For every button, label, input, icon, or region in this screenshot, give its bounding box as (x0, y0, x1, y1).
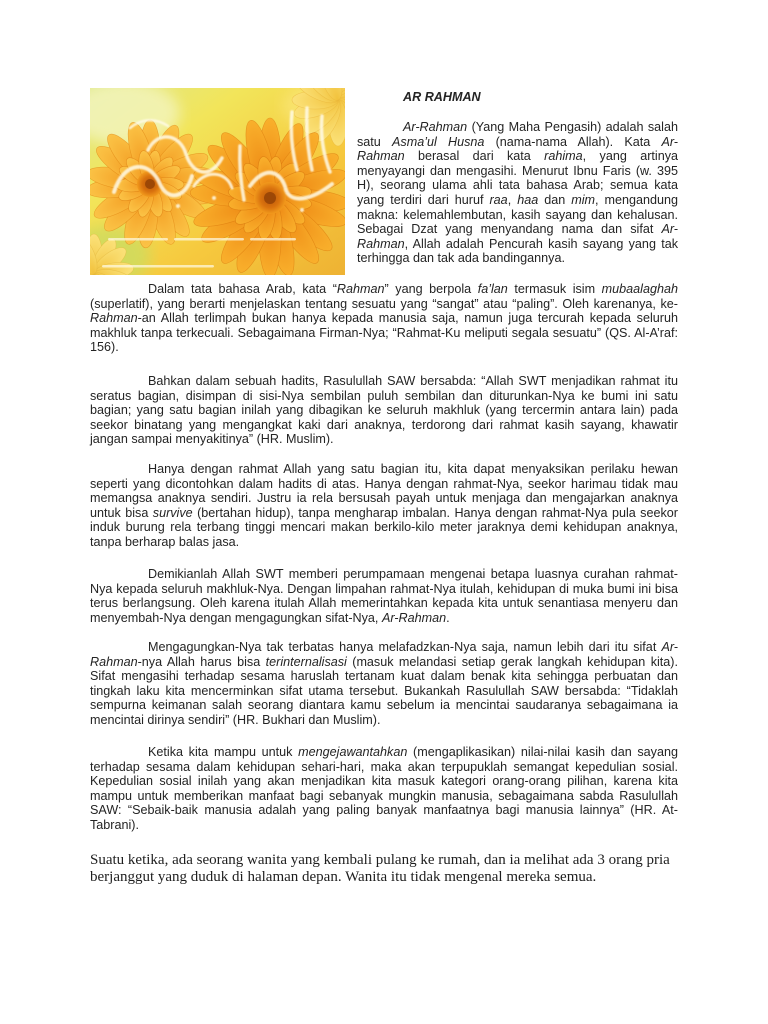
italic-text-run: Rahman (336, 282, 385, 296)
italic-text-run: mubaalaghah (601, 282, 678, 296)
text-run: Bahkan dalam sebuah hadits, Rasulullah SAW bersabda: “Allah SWT menjadikan rahmat itu seratus bagian, disimpan di sisi-Nya sembilan puluh sembilan dan diturunkan-Nya ke bumi ini satu bagian; yang satu bagian inilah yang dibagikan ke seluruh makhluk (yang tercermin antara lain) pada seekor binatang yang mengangkat kaki dari anaknya, terdorong dari rahmat kasih sayang, khawatir jangan sampai menyakitinya” (HR. Muslim). (90, 374, 678, 447)
intro-paragraph (357, 120, 678, 266)
italic-text-run: terinternalisasi (265, 654, 347, 669)
italic-text-run: survive (152, 505, 193, 520)
text-run: (superlatif), yang berarti menjelaskan tentang sesuatu yang “sangat” atau “paling”. Oleh karenanya, ke- (90, 296, 678, 311)
italic-text-run: rahima (544, 149, 583, 164)
body-paragraph (90, 745, 678, 833)
text-run: Hanya dengan rahmat Allah yang satu bagian itu, kita dapat menyaksikan perilaku hewan seperti yang dicontohkan dalam hadits di atas. Hanya dengan rahmat-Nya, seekor harimau tidak mau memangsa anaknya sendiri. Justru ia rela bersusah payah untuk menjaga dan mengajarkan anaknya untuk bisa (90, 462, 678, 520)
italic-text-run: Ar-Rahman (357, 134, 678, 164)
italic-text-run: Ar-Rahman (403, 120, 468, 134)
text-run: berasal dari kata (404, 149, 545, 164)
text-run: (mengaplikasikan) nilai-nilai kasih dan sayang terhadap sesama dalam kehidupan sehari-hari, maka akan terpupuklah semangat kepedulian sosial. Kepedulian sosial inilah yang akan menjadikan kita masuk kategori orang-orang pilihan, karena kita mampu untuk memberikan manfaat bagi sebanyak mungkin manusia, sebagaimana sabda Rasulullah SAW: “Sebaik-baik manusia adalah yang paling banyak manfaatnya bagi manusia lainnya” (HR. At-Tabrani). (90, 745, 678, 832)
text-run: (nama-nama Allah). Kata (484, 134, 662, 149)
italic-text-run: haa (517, 192, 539, 207)
caption-mark (250, 238, 296, 241)
italic-text-run: Ar-Rahman (357, 222, 678, 251)
text-run: Ketika kita mampu untuk (148, 745, 299, 759)
text-run: . (446, 610, 450, 625)
italic-text-run: raa (489, 192, 508, 207)
italic-text-run: Rahman (90, 311, 138, 326)
body-paragraph (90, 282, 678, 355)
flower-calligraphy-image (90, 88, 345, 275)
italic-text-run: mim (571, 192, 595, 207)
text-run: , Allah adalah Pencurah kasih sayang yang tak terhingga dan tak ada bandingannya. (357, 236, 678, 266)
italic-text-run: Ar-Rahman (90, 640, 678, 669)
body-paragraph (90, 462, 678, 550)
calligraphy-dot (212, 196, 216, 200)
text-run: , mengandung makna: kelemahlembutan, kasih sayang dan kehalusan. Sebagai Dzat yang menyandang nama dan sifat (357, 192, 679, 237)
text-run: (bertahan hidup), tanpa mengharap imbalan. Hanya dengan rahmat-Nya pula seekor induk burung rela terbang tinggi mencari makan berkilo-kilo meter jaraknya demi kehidupan anaknya, tanpa berharap balas jasa. (90, 505, 678, 549)
text-run: , (507, 192, 518, 207)
text-run: -an Allah terlimpah bukan hanya kepada manusia saja, namun juga tercurah kepada seluruh makhluk tanpa terkecuali. Sebagaimana Firman-Nya; “Rahmat-Ku meliputi segala sesuatu” (QS. Al-A’raf: 156). (90, 311, 678, 355)
text-run: Demikianlah Allah SWT memberi perumpamaan mengenai betapa luasnya curahan rahmat-Nya kepada seluruh makhluk-Nya. Dengan limpahan rahmat-Nya itulah, kehidupan di muka bumi ini bisa terus berlangsung. Oleh karena itulah Allah memerintahkan kepada kita untuk senantiasa menyeru dan menyembah-Nya dengan mengagungkan sifat-Nya, (90, 567, 678, 625)
italic-text-run: mengejawantahkan (298, 745, 408, 759)
text-run: dan (538, 192, 572, 207)
body-paragraph (90, 374, 678, 447)
calligraphy-dot (300, 208, 304, 212)
article-title: AR RAHMAN (403, 90, 481, 104)
right-flower-center (254, 182, 286, 214)
text-run: termasuk isim (507, 282, 602, 296)
text-run: (masuk melandasi setiap gerak langkah kehidupan kita). Sifat mengasihi terhadap sesama haruslah tertanam kuat dalam benak kita sehingga perbuatan dan tingkah laku kita mencerminkan sifat utama tersebut. Bukankah Rasulullah SAW bersabda: “Tidaklah sempurna keimanan salah seorang diantara kamu sebelum ia mencintai saudaranya sebagaimana ia mencintai dirinya sendiri” (HR. Bukhari dan Muslim). (90, 654, 678, 727)
body-paragraph (90, 640, 678, 728)
text-run: (Yang Maha Pengasih) adalah salah satu (357, 120, 678, 149)
italic-text-run: Ar-Rahman (381, 610, 447, 625)
text-run: -nya Allah harus bisa (137, 654, 266, 669)
italic-text-run: Asma’ul Husna (392, 134, 485, 149)
flower-eye (264, 192, 276, 204)
body-paragraph (90, 567, 678, 625)
caption-mark (102, 265, 214, 268)
caption-mark (174, 238, 244, 241)
text-run: , yang artinya menyayangi dan mengasihi. Menurut Ibnu Faris (w. 395 H), seorang ulama ahli tata bahasa Arab; semua kata yang terdiri dari huruf (357, 149, 679, 207)
italic-text-run: fa’lan (477, 282, 508, 296)
text-run: Dalam tata bahasa Arab, kata “ (148, 282, 337, 296)
flower-illustration (90, 88, 345, 275)
text-run: Mengagungkan-Nya tak terbatas hanya melafadzkan-Nya saja, namun lebih dari itu sifat (148, 640, 662, 654)
text-run: ” yang berpola (384, 282, 478, 296)
flower-eye (145, 179, 155, 189)
caption-mark (108, 238, 168, 241)
story-paragraph: Suatu ketika, ada seorang wanita yang kembali pulang ke rumah, dan ia melihat ada 3 orang pria berjanggut yang duduk di halaman depan. Wanita itu tidak mengenal mereka semua. (90, 852, 670, 886)
calligraphy-dot (176, 204, 180, 208)
